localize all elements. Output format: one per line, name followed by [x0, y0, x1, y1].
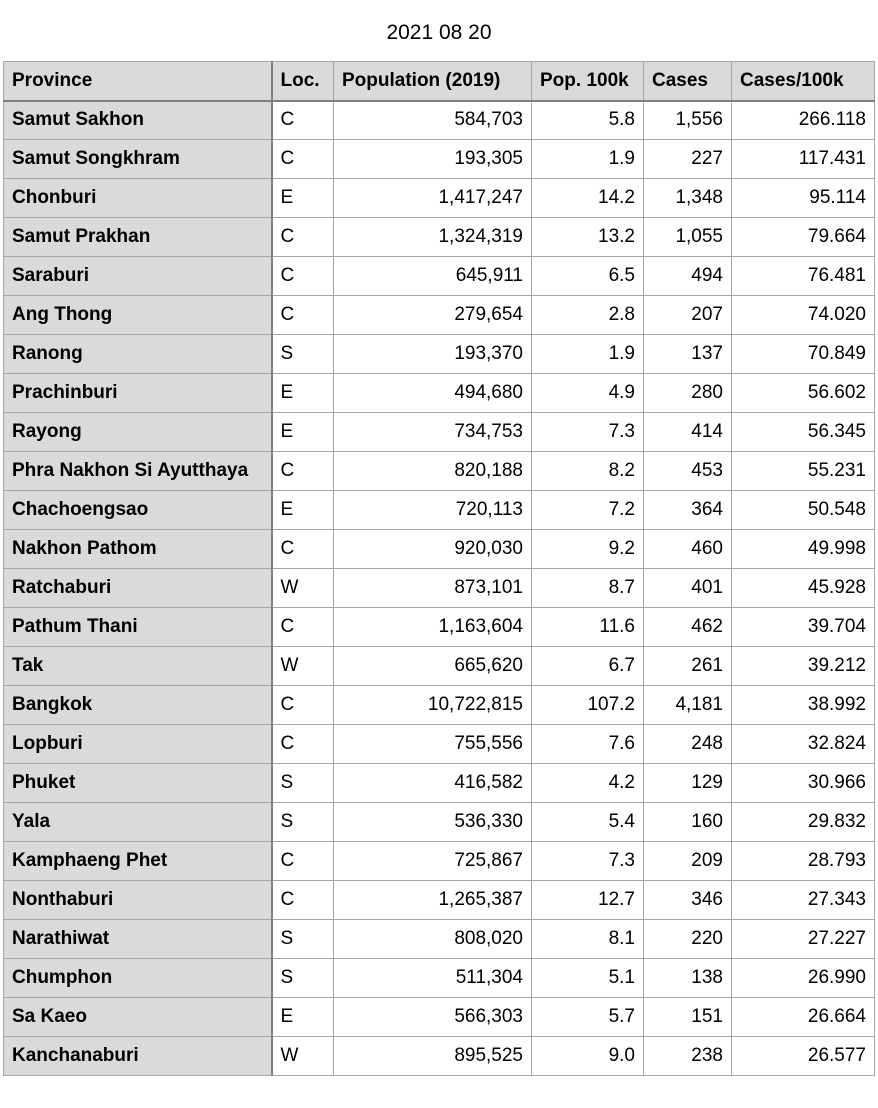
- table-row: [4, 452, 875, 491]
- pop-100k-cell: 6.7: [532, 647, 644, 686]
- pop-100k-cell: 4.9: [532, 374, 644, 413]
- cases-cell: 1,348: [644, 179, 732, 218]
- province-cell: Ranong: [4, 335, 272, 374]
- province-cell: Tak: [4, 647, 272, 686]
- pop-100k-cell: 5.8: [532, 101, 644, 140]
- cases-cell: 462: [644, 608, 732, 647]
- location-cell: E: [272, 998, 334, 1037]
- population-cell: 536,330: [334, 803, 532, 842]
- pop-100k-cell: 14.2: [532, 179, 644, 218]
- population-cell: 895,525: [334, 1037, 532, 1076]
- table-row: [4, 920, 875, 959]
- table-row: [4, 140, 875, 179]
- cases-per-100k-cell: 70.849: [732, 335, 875, 374]
- population-cell: 193,370: [334, 335, 532, 374]
- location-cell: C: [272, 608, 334, 647]
- column-header-population: Population (2019): [334, 62, 532, 101]
- column-header-loc: Loc.: [272, 62, 334, 101]
- cases-per-100k-cell: 266.118: [732, 101, 875, 140]
- pop-100k-cell: 5.1: [532, 959, 644, 998]
- location-cell: W: [272, 569, 334, 608]
- cases-cell: 129: [644, 764, 732, 803]
- population-cell: 725,867: [334, 842, 532, 881]
- location-cell: C: [272, 452, 334, 491]
- cases-per-100k-cell: 39.212: [732, 647, 875, 686]
- province-cell: Pathum Thani: [4, 608, 272, 647]
- population-cell: 808,020: [334, 920, 532, 959]
- cases-cell: 220: [644, 920, 732, 959]
- population-cell: 820,188: [334, 452, 532, 491]
- population-cell: 193,305: [334, 140, 532, 179]
- table-row: [4, 530, 875, 569]
- province-cell: Bangkok: [4, 686, 272, 725]
- cases-cell: 160: [644, 803, 732, 842]
- province-cell: Phuket: [4, 764, 272, 803]
- pop-100k-cell: 4.2: [532, 764, 644, 803]
- population-cell: 1,324,319: [334, 218, 532, 257]
- location-cell: W: [272, 1037, 334, 1076]
- province-cell: Nakhon Pathom: [4, 530, 272, 569]
- table-row: [4, 881, 875, 920]
- cases-cell: 1,556: [644, 101, 732, 140]
- pop-100k-cell: 107.2: [532, 686, 644, 725]
- population-cell: 1,163,604: [334, 608, 532, 647]
- location-cell: C: [272, 725, 334, 764]
- location-cell: S: [272, 335, 334, 374]
- population-cell: 755,556: [334, 725, 532, 764]
- population-cell: 511,304: [334, 959, 532, 998]
- cases-per-100k-cell: 56.602: [732, 374, 875, 413]
- pop-100k-cell: 9.0: [532, 1037, 644, 1076]
- population-cell: 1,417,247: [334, 179, 532, 218]
- cases-cell: 280: [644, 374, 732, 413]
- population-cell: 920,030: [334, 530, 532, 569]
- province-cell: Yala: [4, 803, 272, 842]
- population-cell: 416,582: [334, 764, 532, 803]
- location-cell: S: [272, 764, 334, 803]
- cases-per-100k-cell: 95.114: [732, 179, 875, 218]
- pop-100k-cell: 6.5: [532, 257, 644, 296]
- population-cell: 10,722,815: [334, 686, 532, 725]
- cases-per-100k-cell: 32.824: [732, 725, 875, 764]
- cases-per-100k-cell: 29.832: [732, 803, 875, 842]
- pop-100k-cell: 12.7: [532, 881, 644, 920]
- pop-100k-cell: 8.2: [532, 452, 644, 491]
- pop-100k-cell: 13.2: [532, 218, 644, 257]
- pop-100k-cell: 7.6: [532, 725, 644, 764]
- population-cell: 645,911: [334, 257, 532, 296]
- pop-100k-cell: 5.4: [532, 803, 644, 842]
- province-cell: Samut Songkhram: [4, 140, 272, 179]
- cases-per-100k-cell: 74.020: [732, 296, 875, 335]
- cases-cell: 151: [644, 998, 732, 1037]
- table-row: [4, 1037, 875, 1076]
- cases-per-100k-cell: 27.343: [732, 881, 875, 920]
- cases-per-100k-cell: 56.345: [732, 413, 875, 452]
- cases-cell: 1,055: [644, 218, 732, 257]
- location-cell: E: [272, 413, 334, 452]
- table-row: [4, 647, 875, 686]
- province-cell: Nonthaburi: [4, 881, 272, 920]
- province-cell: Saraburi: [4, 257, 272, 296]
- location-cell: W: [272, 647, 334, 686]
- province-cell: Narathiwat: [4, 920, 272, 959]
- pop-100k-cell: 5.7: [532, 998, 644, 1037]
- population-cell: 720,113: [334, 491, 532, 530]
- cases-cell: 364: [644, 491, 732, 530]
- column-header-pop-100k: Pop. 100k: [532, 62, 644, 101]
- population-cell: 279,654: [334, 296, 532, 335]
- province-cell: Sa Kaeo: [4, 998, 272, 1037]
- province-cases-table: [3, 61, 875, 1076]
- pop-100k-cell: 7.2: [532, 491, 644, 530]
- province-cell: Prachinburi: [4, 374, 272, 413]
- cases-per-100k-cell: 30.966: [732, 764, 875, 803]
- column-header-province: Province: [4, 62, 272, 101]
- cases-per-100k-cell: 79.664: [732, 218, 875, 257]
- location-cell: C: [272, 296, 334, 335]
- pop-100k-cell: 1.9: [532, 140, 644, 179]
- table-body: [4, 101, 875, 1076]
- table-row: [4, 179, 875, 218]
- table-row: [4, 374, 875, 413]
- table-row: [4, 569, 875, 608]
- location-cell: C: [272, 140, 334, 179]
- cases-cell: 460: [644, 530, 732, 569]
- pop-100k-cell: 7.3: [532, 413, 644, 452]
- cases-per-100k-cell: 38.992: [732, 686, 875, 725]
- location-cell: E: [272, 491, 334, 530]
- cases-per-100k-cell: 117.431: [732, 140, 875, 179]
- cases-per-100k-cell: 39.704: [732, 608, 875, 647]
- population-cell: 1,265,387: [334, 881, 532, 920]
- table-header-row: [4, 62, 875, 101]
- location-cell: C: [272, 101, 334, 140]
- province-cell: Ratchaburi: [4, 569, 272, 608]
- cases-per-100k-cell: 50.548: [732, 491, 875, 530]
- cases-cell: 261: [644, 647, 732, 686]
- cases-per-100k-cell: 28.793: [732, 842, 875, 881]
- pop-100k-cell: 9.2: [532, 530, 644, 569]
- table-row: [4, 335, 875, 374]
- location-cell: C: [272, 686, 334, 725]
- cases-cell: 207: [644, 296, 732, 335]
- cases-cell: 238: [644, 1037, 732, 1076]
- cases-cell: 227: [644, 140, 732, 179]
- table-row: [4, 608, 875, 647]
- cases-cell: 401: [644, 569, 732, 608]
- province-cell: Chonburi: [4, 179, 272, 218]
- population-cell: 494,680: [334, 374, 532, 413]
- population-cell: 734,753: [334, 413, 532, 452]
- province-cell: Phra Nakhon Si Ayutthaya: [4, 452, 272, 491]
- table-row: [4, 218, 875, 257]
- table-row: [4, 842, 875, 881]
- province-cell: Ang Thong: [4, 296, 272, 335]
- location-cell: C: [272, 218, 334, 257]
- location-cell: C: [272, 881, 334, 920]
- table-row: [4, 101, 875, 140]
- location-cell: S: [272, 803, 334, 842]
- location-cell: S: [272, 959, 334, 998]
- table-row: [4, 725, 875, 764]
- table-row: [4, 803, 875, 842]
- cases-cell: 346: [644, 881, 732, 920]
- cases-cell: 248: [644, 725, 732, 764]
- table-row: [4, 998, 875, 1037]
- table-row: [4, 257, 875, 296]
- column-header-cases: Cases: [644, 62, 732, 101]
- table-title: 2021 08 20: [386, 21, 492, 44]
- population-cell: 873,101: [334, 569, 532, 608]
- cases-cell: 4,181: [644, 686, 732, 725]
- province-cell: Lopburi: [4, 725, 272, 764]
- cases-per-100k-cell: 26.990: [732, 959, 875, 998]
- table-row: [4, 296, 875, 335]
- province-cell: Rayong: [4, 413, 272, 452]
- cases-per-100k-cell: 55.231: [732, 452, 875, 491]
- province-cell: Kanchanaburi: [4, 1037, 272, 1076]
- population-cell: 665,620: [334, 647, 532, 686]
- location-cell: C: [272, 842, 334, 881]
- pop-100k-cell: 8.7: [532, 569, 644, 608]
- cases-cell: 414: [644, 413, 732, 452]
- location-cell: E: [272, 374, 334, 413]
- province-cell: Kamphaeng Phet: [4, 842, 272, 881]
- cases-cell: 137: [644, 335, 732, 374]
- cases-per-100k-cell: 26.664: [732, 998, 875, 1037]
- cases-cell: 138: [644, 959, 732, 998]
- cases-cell: 453: [644, 452, 732, 491]
- cases-per-100k-cell: 49.998: [732, 530, 875, 569]
- table-row: [4, 413, 875, 452]
- table-row: [4, 959, 875, 998]
- province-cell: Samut Sakhon: [4, 101, 272, 140]
- pop-100k-cell: 11.6: [532, 608, 644, 647]
- table-row: [4, 764, 875, 803]
- location-cell: C: [272, 530, 334, 569]
- cases-cell: 209: [644, 842, 732, 881]
- province-cell: Chachoengsao: [4, 491, 272, 530]
- province-cell: Samut Prakhan: [4, 218, 272, 257]
- cases-per-100k-cell: 26.577: [732, 1037, 875, 1076]
- pop-100k-cell: 1.9: [532, 335, 644, 374]
- pop-100k-cell: 8.1: [532, 920, 644, 959]
- location-cell: E: [272, 179, 334, 218]
- cases-cell: 494: [644, 257, 732, 296]
- cases-per-100k-cell: 27.227: [732, 920, 875, 959]
- table-row: [4, 686, 875, 725]
- pop-100k-cell: 7.3: [532, 842, 644, 881]
- population-cell: 584,703: [334, 101, 532, 140]
- location-cell: S: [272, 920, 334, 959]
- population-cell: 566,303: [334, 998, 532, 1037]
- table-row: [4, 491, 875, 530]
- cases-per-100k-cell: 45.928: [732, 569, 875, 608]
- cases-per-100k-cell: 76.481: [732, 257, 875, 296]
- location-cell: C: [272, 257, 334, 296]
- column-header-cases-per-100k: Cases/100k: [732, 62, 875, 101]
- pop-100k-cell: 2.8: [532, 296, 644, 335]
- province-cell: Chumphon: [4, 959, 272, 998]
